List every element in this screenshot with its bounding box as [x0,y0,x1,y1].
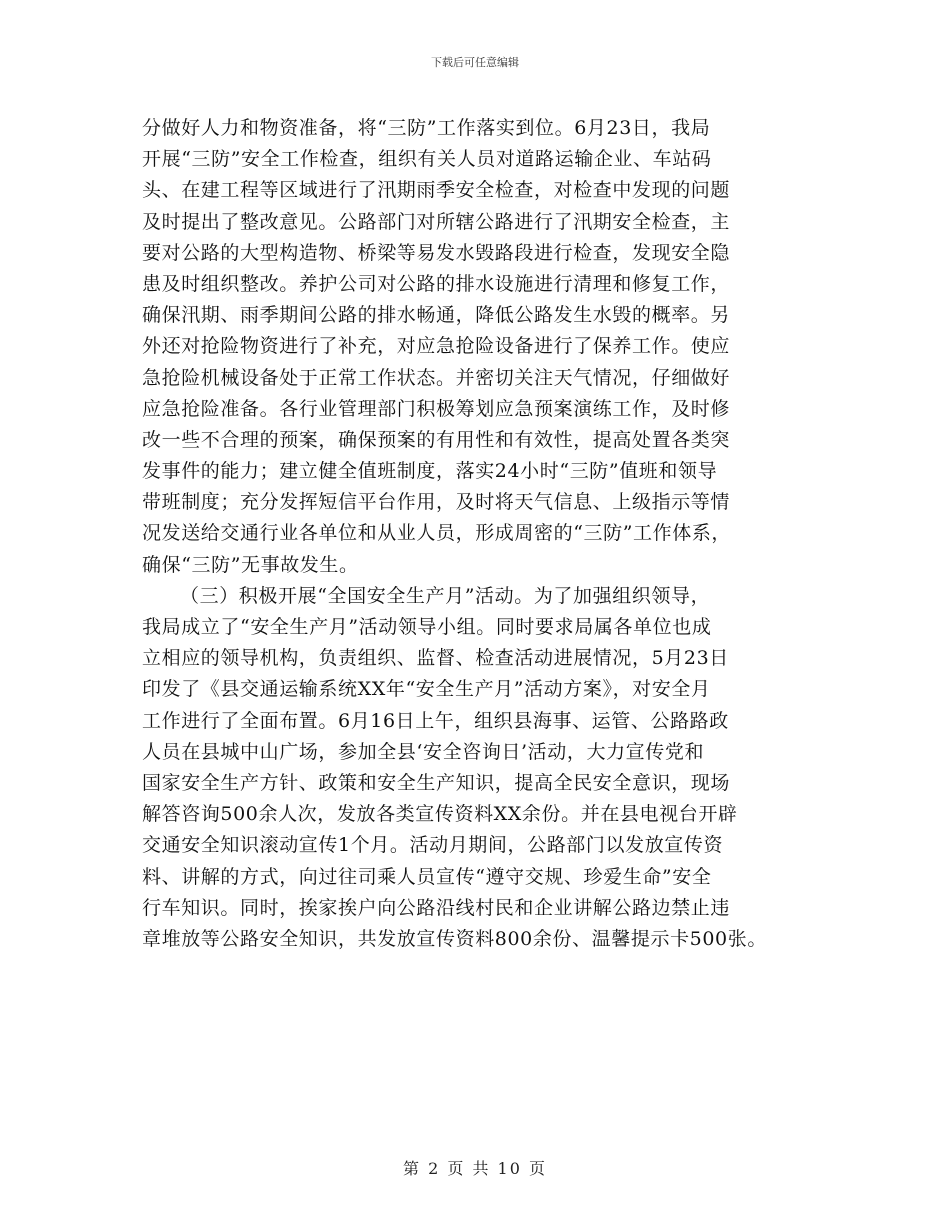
body-line: 外还对抢险物资进行了补充，对应急抢险设备进行了保养工作。使应 [142,335,731,358]
body-line: 印发了《县交通运输系统XX年“安全生产月”活动方案》，对安全月 [142,678,711,701]
body-line: 行车知识。同时，挨家挨户向公路沿线村民和企业讲解公路边禁止违 [142,896,731,919]
body-line: 确保汛期、雨季期间公路的排水畅通，降低公路发生水毁的概率。另 [142,304,731,327]
body-line: 交通安全知识滚动宣传1个月。活动月期间，公路部门以发放宣传资 [142,834,724,857]
body-line: 分做好人力和物资准备，将“三防”工作落实到位。6月23日，我局 [142,117,711,139]
body-line: 头、在建工程等区域进行了汛期雨季安全检查，对检查中发现的问题 [142,179,731,202]
document-body [142,113,832,955]
body-line: 国家安全生产方针、政策和安全生产知识，提高全民安全意识，现场 [142,771,731,794]
body-line: 况发送给交通行业各单位和从业人员，形成周密的“三防”工作体系， [142,522,732,545]
body-line: 章堆放等公路安全知识，共发放宣传资料800余份、温馨提示卡500张。 [142,927,767,950]
body-line: 解答咨询500余人次，发放各类宣传资料XX余份。并在县电视台开辟 [142,803,738,826]
body-line: 立相应的领导机构，负责组织、监督、检查活动进展情况，5月23日 [142,647,729,670]
body-line: 急抢险机械设备处于正常工作状态。并密切关注天气情况，仔细做好 [142,366,731,389]
body-line: 料、讲解的方式，向过往司乘人员宣传“遵守交规、珍爱生命”安全 [142,865,712,888]
body-line: 人员在县城中山广场，参加全县‘安全咨询日’活动，大力宣传党和 [142,740,705,763]
body-line: 患及时组织整改。养护公司对公路的排水设施进行清理和修复工作， [142,272,731,295]
page-number-footer: 第 2 页 共 10 页 [403,1159,547,1178]
body-line: 要对公路的大型构造物、桥梁等易发水毁路段进行检查，发现安全隐 [142,241,731,264]
body-line: 应急抢险准备。各行业管理部门积极筹划应急预案演练工作，及时修 [142,397,731,420]
body-line: 工作进行了全面布置。6月16日上午，组织县海事、运管、公路路政 [142,709,729,732]
section-heading-line: （三）积极开展“全国安全生产月”活动。为了加强组织领导， [180,584,711,607]
body-line: 及时提出了整改意见。公路部门对所辖公路进行了汛期安全检查，主 [142,210,731,233]
body-line: 确保“三防”无事故发生。 [142,553,359,576]
body-line: 开展“三防”安全工作检查，组织有关人员对道路运输企业、车站码 [142,148,712,171]
body-line: 改一些不合理的预案，确保预案的有用性和有效性，提高处置各类突 [142,428,731,451]
body-line: 带班制度；充分发挥短信平台作用，及时将天气信息、上级指示等情 [142,491,731,514]
page-header-note: 下载后可任意编辑 [431,56,519,69]
body-line: 我局成立了“安全生产月”活动领导小组。同时要求局属各单位也成 [142,616,712,638]
body-line: 发事件的能力；建立健全值班制度，落实24小时“三防”值班和领导 [142,460,718,483]
